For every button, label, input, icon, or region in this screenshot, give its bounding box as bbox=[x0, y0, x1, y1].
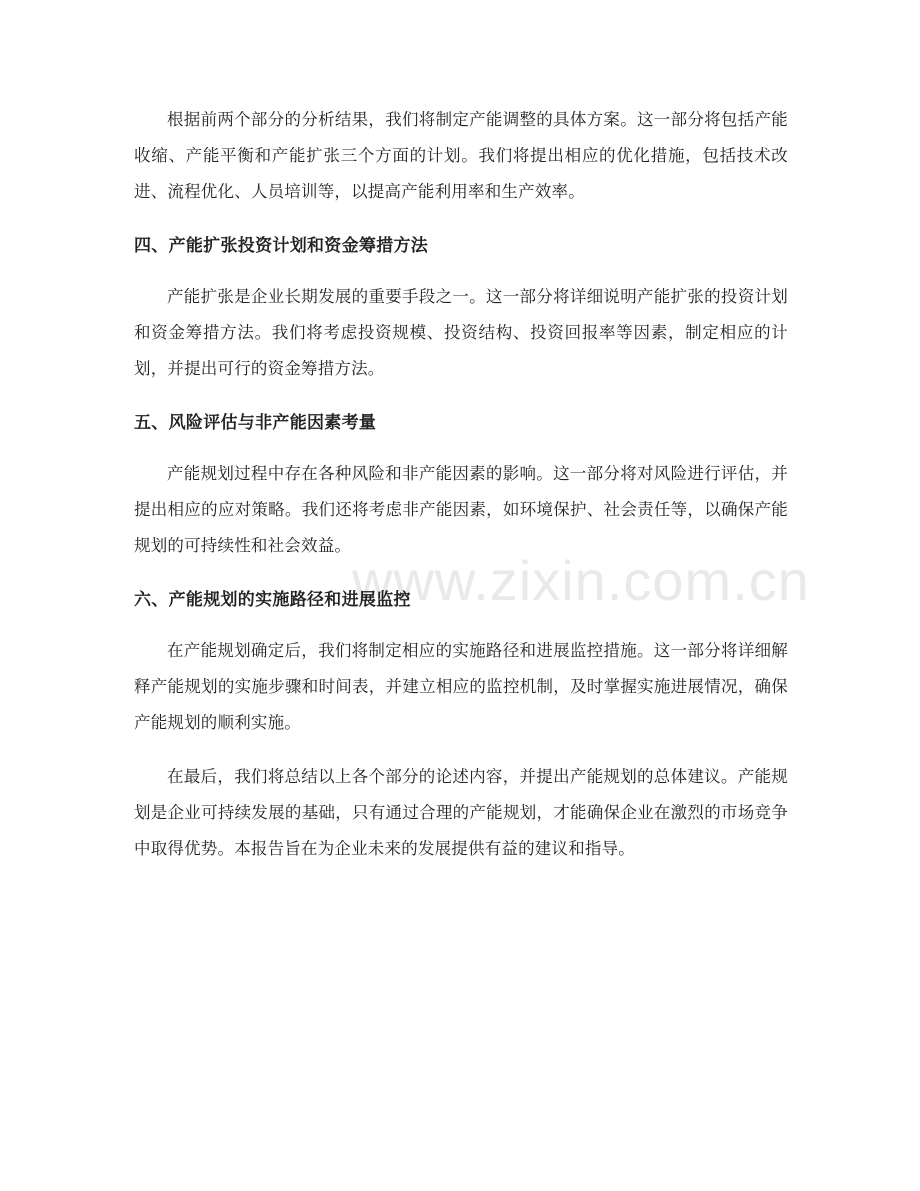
conclusion-paragraph: 在最后，我们将总结以上各个部分的论述内容，并提出产能规划的总体建议。产能规划是企业可持续发展的基础，只有通过合理的产能规划，才能确保企业在激烈的市场竞争中取得优势。本报告旨在为企业未来的发展提供有益的建议和指导。 bbox=[134, 767, 788, 858]
intro-paragraph: 根据前两个部分的分析结果，我们将制定产能调整的具体方案。这一部分将包括产能收缩、产能平衡和产能扩张三个方面的计划。我们将提出相应的优化措施，包括技术改进、流程优化、人员培训等，以提高产能利用率和生产效率。 bbox=[134, 110, 788, 201]
watermark: www.zixin.com.cn bbox=[352, 549, 810, 612]
section-5-heading: 五、风险评估与非产能因素考量 bbox=[134, 413, 377, 433]
document-body bbox=[134, 102, 788, 885]
section-6-heading: 六、产能规划的实施路径和进展监控 bbox=[134, 590, 411, 610]
section-5-paragraph: 产能规划过程中存在各种风险和非产能因素的影响。这一部分将对风险进行评估，并提出相应的应对策略。我们还将考虑非产能因素，如环境保护、社会责任等，以确保产能规划的可持续性和社会效益。 bbox=[134, 464, 788, 555]
section-6-paragraph: 在产能规划确定后，我们将制定相应的实施路径和进展监控措施。这一部分将详细解释产能规划的实施步骤和时间表，并建立相应的监控机制，及时掌握实施进展情况，确保产能规划的顺利实施。 bbox=[134, 641, 788, 732]
section-4-heading: 四、产能扩张投资计划和资金筹措方法 bbox=[134, 236, 429, 256]
section-4-paragraph: 产能扩张是企业长期发展的重要手段之一。这一部分将详细说明产能扩张的投资计划和资金筹措方法。我们将考虑投资规模、投资结构、投资回报率等因素，制定相应的计划，并提出可行的资金筹措方法。 bbox=[134, 287, 788, 378]
